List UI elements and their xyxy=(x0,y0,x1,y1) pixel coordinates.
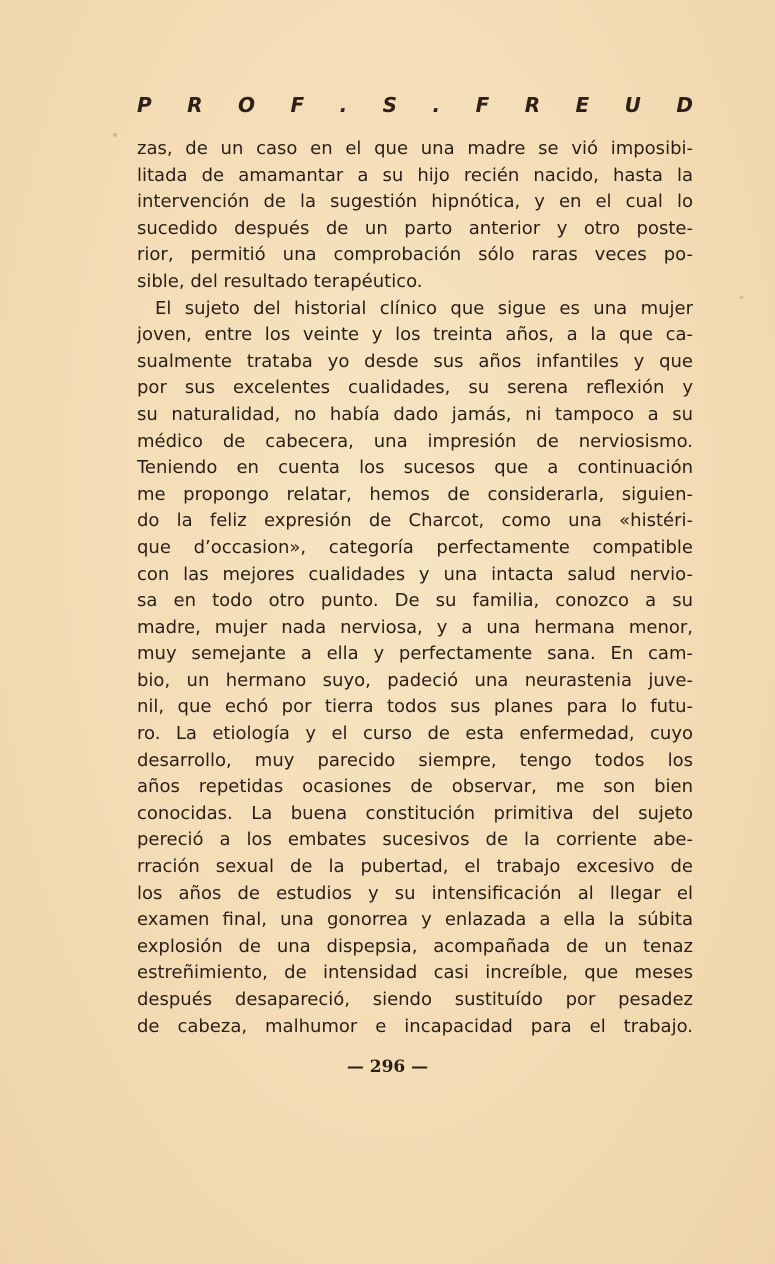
text-line: años repetidas ocasiones de observar, me son bien xyxy=(137,776,693,798)
text-line: conocidas. La buena constitución primitiva del sujeto xyxy=(137,802,693,824)
text-line: sucedido después de un parto anterior y otro poste- xyxy=(137,217,693,239)
text-line: estreñimiento, de intensidad casi increíble, que meses xyxy=(137,962,693,984)
text-line: me propongo relatar, hemos de considerarla, siguien- xyxy=(137,483,693,505)
text-line: zas, de un caso en el que una madre se vió imposibi- xyxy=(137,138,693,159)
text-line: pereció a los embates sucesivos de la corriente abe- xyxy=(137,829,693,851)
text-line: los años de estudios y su intensificación al llegar el xyxy=(137,882,693,904)
text-line: por sus excelentes cualidades, su serena reflexión y xyxy=(137,377,693,399)
text-line: con las mejores cualidades y una intacta salud nervio- xyxy=(137,563,693,585)
text-line: madre, mujer nada nerviosa, y a una hermana menor, xyxy=(137,616,693,638)
text-line: do la feliz expresión de Charcot, como una «histéri- xyxy=(137,510,693,532)
running-head-letter: F xyxy=(475,93,490,117)
text-line: rración sexual de la pubertad, el trabajo excesivo de xyxy=(137,856,693,878)
text-line: nil, que echó por tierra todos sus planes para lo futu- xyxy=(137,696,693,718)
running-head-letter: . xyxy=(432,93,441,117)
text-line: El sujeto del historial clínico que sigue es una mujer xyxy=(155,297,693,319)
text-line: ro. La etiología y el curso de esta enfermedad, cuyo xyxy=(137,723,693,745)
text-line: su naturalidad, no había dado jamás, ni tampoco a su xyxy=(137,403,693,425)
text-line: examen final, una gonorrea y enlazada a ella la súbita xyxy=(137,909,693,931)
text-line: intervención de la sugestión hipnótica, y en el cual lo xyxy=(137,191,693,213)
text-line: sa en todo otro punto. De su familia, conozco a su xyxy=(137,590,693,612)
running-head-letter: O xyxy=(237,93,255,117)
running-head-letter: P xyxy=(137,93,152,117)
page-number: — 296 — xyxy=(346,1057,429,1077)
running-head-letter: D xyxy=(676,93,693,117)
text-line: después desapareció, siendo sustituído por pesadez xyxy=(137,989,693,1010)
text-line: sible, del resultado terapéutico. xyxy=(137,270,423,292)
body-text xyxy=(137,136,693,1040)
text-line: muy semejante a ella y perfectamente sana. En cam- xyxy=(137,643,693,665)
running-head-letter: R xyxy=(524,93,541,117)
running-head xyxy=(137,90,693,120)
running-head-letter: U xyxy=(624,93,641,117)
running-head-letter: E xyxy=(575,93,590,117)
text-line: sualmente trataba yo desde sus años infantiles y que xyxy=(137,350,693,372)
paper-speck xyxy=(740,296,743,299)
text-line: litada de amamantar a su hijo recién nacido, hasta la xyxy=(137,164,693,186)
text-line: médico de cabecera, una impresión de nerviosismo. xyxy=(137,430,693,452)
running-head-letter: . xyxy=(339,93,348,117)
running-head-letter: F xyxy=(290,93,305,117)
paper-speck xyxy=(113,133,117,137)
running-head-letter: S xyxy=(382,93,398,117)
text-line: rior, permitió una comprobación sólo raras veces po- xyxy=(137,244,693,266)
text-line: explosión de una dispepsia, acompañada de un tenaz xyxy=(137,935,693,957)
text-line: de cabeza, malhumor e incapacidad para el trabajo. xyxy=(137,1015,693,1037)
text-line: bio, un hermano suyo, padeció una neurastenia juve- xyxy=(137,669,693,691)
text-line: desarrollo, muy parecido siempre, tengo todos los xyxy=(137,749,693,771)
text-line: joven, entre los veinte y los treinta años, a la que ca- xyxy=(137,324,693,346)
text-line: Teniendo en cuenta los sucesos que a continuación xyxy=(137,457,693,479)
text-line: que d’occasion», categoría perfectamente compatible xyxy=(137,536,693,558)
running-head-letter: R xyxy=(187,93,203,117)
